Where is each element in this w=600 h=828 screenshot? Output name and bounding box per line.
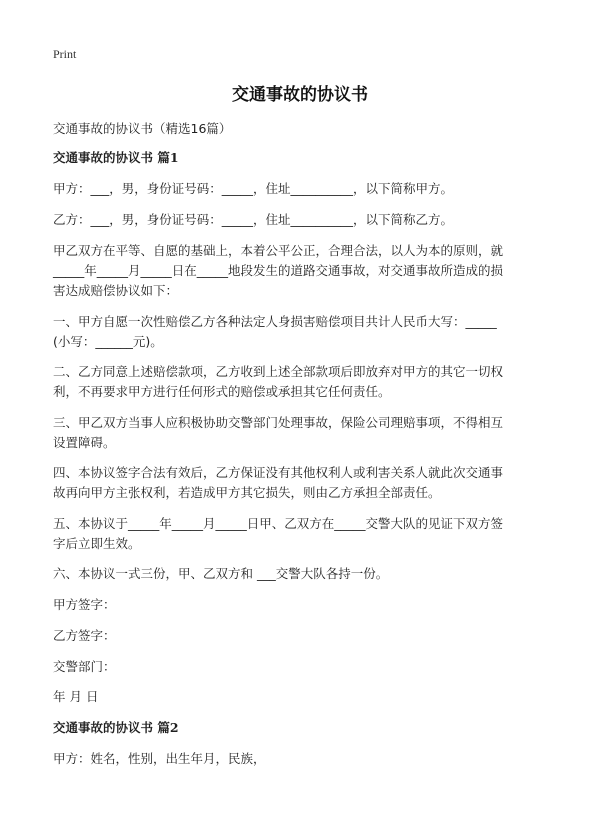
intro-line-2: _____年_____月_____日在_____地段发生的道路交通事故，对交通事故所造成的损 [53, 263, 504, 278]
clause-4-line-1: 四、本协议签字合法有效后，乙方保证没有其他权利人或利害关系人就此次交通事 [53, 465, 504, 480]
clause-5-line-1: 五、本协议于_____年_____月_____日甲、乙双方在_____交警大队的见证下双方签 [53, 516, 504, 531]
clause-3-line-1: 三、甲乙双方当事人应积极协助交警部门处理事故，保险公司理赔事项，不得相互 [53, 415, 504, 430]
document-title: 交通事故的协议书 [232, 85, 368, 105]
clause-6-line: 六、本协议一式三份，甲、乙双方和 ___交警大队各持一份。 [53, 566, 389, 581]
clause-1-line-2: (小写：______元)。 [53, 334, 163, 349]
section-heading-2: 交通事故的协议书 篇2 [53, 720, 179, 735]
signature-party-a: 甲方签字： [53, 597, 116, 612]
signature-party-b: 乙方签字： [53, 628, 116, 643]
clause-1-line-1: 一、甲方自愿一次性赔偿乙方各种法定人身损害赔偿项目共计人民币大写：_____ [53, 314, 497, 329]
clause-5-line-2: 字后立即生效。 [53, 536, 141, 551]
party-a-line: 甲方：___，男，身份证号码：_____，住址__________，以下简称甲方。 [53, 181, 454, 196]
signature-police: 交警部门： [53, 659, 116, 674]
intro-line-3: 害达成赔偿协议如下： [53, 283, 179, 298]
date-line: 年 月 日 [53, 689, 99, 704]
clause-2-line-2: 利，不再要求甲方进行任何形式的赔偿或承担其它任何责任。 [53, 384, 391, 399]
print-link[interactable]: Print [53, 47, 77, 61]
party-b-line: 乙方：___，男，身份证号码：_____，住址__________，以下简称乙方。 [53, 212, 454, 227]
clause-2-line-1: 二、乙方同意上述赔偿款项，乙方收到上述全部款项后即放弃对甲方的其它一切权 [53, 364, 504, 379]
section-2-first-line: 甲方：姓名，性别，出生年月，民族， [53, 751, 266, 766]
intro-line-1: 甲乙双方在平等、自愿的基础上，本着公平公正，合理合法，以人为本的原则，就 [53, 243, 504, 258]
document-subtitle: 交通事故的协议书（精选16篇） [53, 121, 232, 136]
section-heading-1: 交通事故的协议书 篇1 [53, 150, 179, 165]
clause-3-line-2: 设置障碍。 [53, 435, 116, 450]
clause-4-line-2: 故再向甲方主张权利，若造成甲方其它损失，则由乙方承担全部责任。 [53, 485, 441, 500]
